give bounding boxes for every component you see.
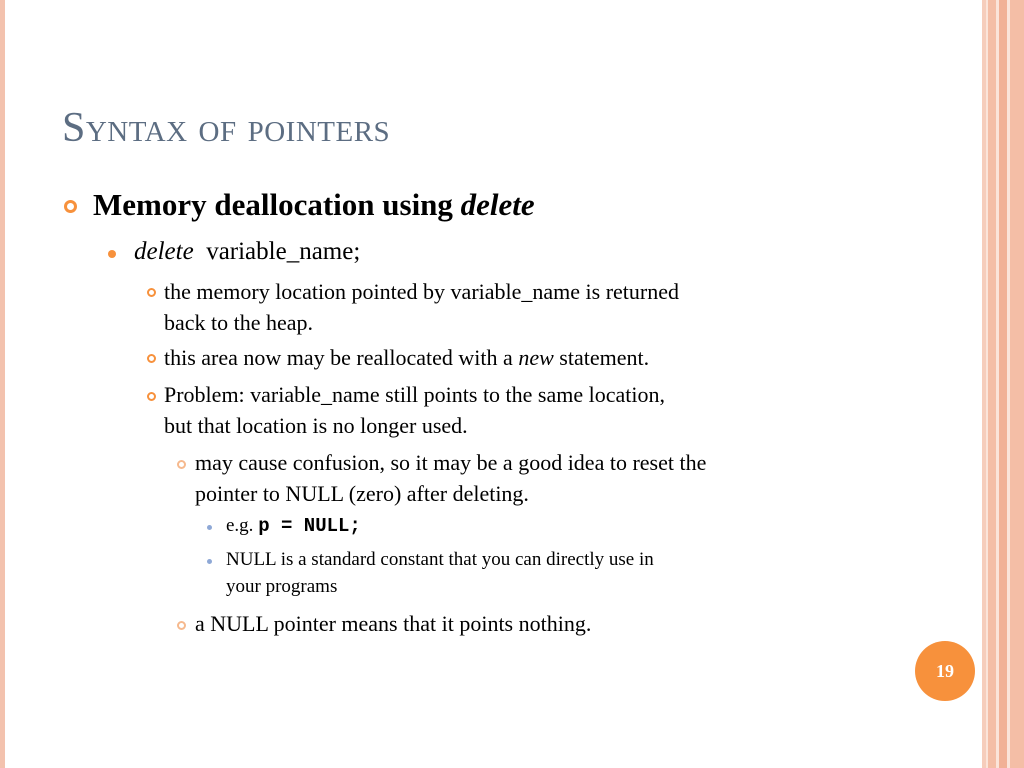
bullet-text-line1: Problem: variable_name still points to the same location, [164, 382, 666, 407]
bullet-text-line2: your programs [226, 576, 338, 597]
orange-ring-bullet-icon [147, 354, 156, 363]
bullet-level3 [164, 345, 649, 371]
orange-ring-bullet-icon [147, 392, 156, 401]
light-orange-ring-bullet-icon [177, 621, 186, 630]
bullet-text-line1: may cause confusion, so it may be a good idea to reset the [195, 450, 707, 475]
bullet-text: this area now may be reallocated with a [164, 345, 519, 370]
bullet-emphasis: delete [460, 187, 535, 222]
bullet-text-line2: back to the heap. [164, 310, 314, 335]
page-number-badge [915, 641, 975, 701]
bullet-text: statement. [553, 345, 650, 370]
bullet-text: variable_name; [193, 238, 361, 265]
blue-dot-bullet-icon [207, 525, 212, 530]
bullet-level4 [195, 611, 591, 637]
bullet-level4-continuation [195, 481, 529, 507]
bullet-level3-continuation [164, 310, 313, 336]
bullet-text-line2: but that location is no longer used. [164, 413, 468, 438]
page-number: 19 [936, 660, 954, 681]
bullet-text: e.g. [226, 515, 259, 536]
bullet-text: a NULL pointer means that it points nothing. [195, 611, 592, 636]
bullet-level4 [195, 450, 706, 476]
orange-ring-bullet-icon [147, 288, 156, 297]
bullet-level2 [134, 238, 360, 266]
bullet-text-line1: NULL is a standard constant that you can directly use in [226, 549, 654, 570]
bullet-level3 [164, 279, 679, 305]
blue-dot-bullet-icon [207, 559, 212, 564]
bullet-level3-continuation [164, 413, 468, 439]
bullet-level5-continuation [226, 576, 337, 598]
bullet-text-line1: the memory location pointed by variable_name is returned [164, 279, 680, 304]
orange-ring-bullet-icon [64, 200, 77, 213]
bullet-level5 [226, 549, 654, 571]
bullet-level1 [93, 187, 535, 223]
bullet-emphasis: new [518, 345, 554, 370]
bullet-level5 [226, 515, 361, 537]
bullet-level3 [164, 382, 665, 408]
light-orange-ring-bullet-icon [177, 460, 186, 469]
bullet-emphasis: delete [134, 238, 194, 265]
bullet-text: Memory deallocation using [93, 187, 461, 222]
code-snippet: p = NULL; [258, 515, 361, 537]
slide-title: Syntax of pointers [62, 105, 391, 151]
bullet-text-line2: pointer to NULL (zero) after deleting. [195, 481, 529, 506]
orange-dot-bullet-icon [108, 250, 116, 258]
